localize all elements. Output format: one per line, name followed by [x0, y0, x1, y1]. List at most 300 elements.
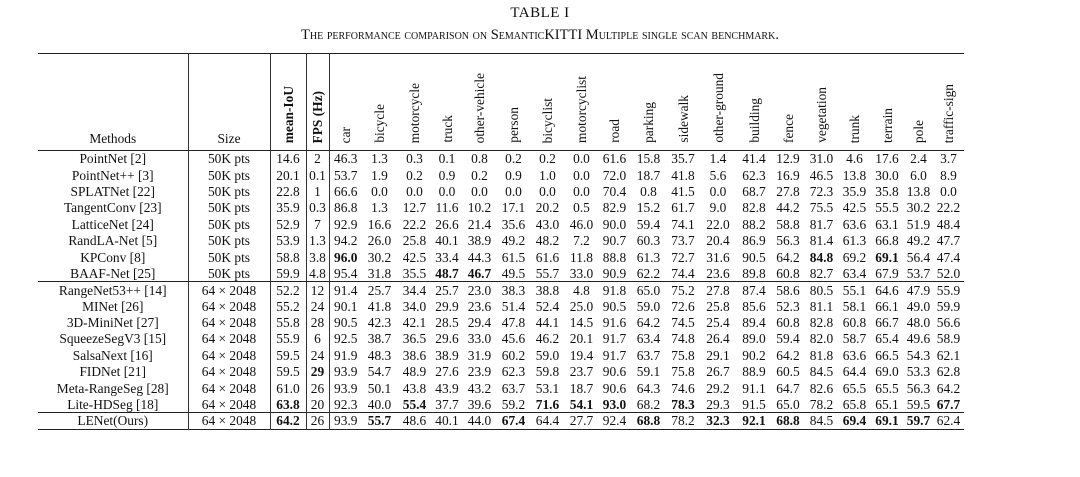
fps-cell: 0.1 [306, 167, 329, 183]
class-iou-cell: 23.6 [467, 298, 492, 314]
method-cell: MINet [26] [82, 298, 144, 314]
table-row [38, 347, 964, 363]
class-iou-cell: 82.8 [742, 200, 766, 216]
class-iou-cell: 38.7 [367, 331, 392, 347]
class-iou-cell: 59.0 [535, 347, 560, 363]
class-iou-cell: 82.8 [809, 315, 834, 331]
miou-cell: 58.8 [270, 249, 306, 265]
class-iou-cell: 87.4 [742, 282, 766, 298]
class-iou-cell: 64.2 [776, 347, 800, 363]
class-iou-cell: 44.1 [535, 315, 560, 331]
class-iou-cell: 64.7 [776, 380, 800, 396]
size-cell: 50K pts [188, 200, 270, 216]
class-iou-cell: 7.2 [573, 233, 590, 249]
class-iou-cell: 11.6 [435, 200, 459, 216]
class-iou-cell: 17.1 [501, 200, 526, 216]
class-iou-cell: 59.8 [535, 364, 560, 380]
class-iou-cell: 16.6 [367, 216, 392, 232]
class-iou-cell: 47.4 [936, 249, 961, 265]
class-iou-cell: 86.9 [742, 233, 766, 249]
class-iou-cell: 90.6 [602, 364, 627, 380]
class-iou-cell: 88.8 [602, 249, 627, 265]
table-row [38, 216, 964, 232]
class-iou-cell: 60.2 [501, 347, 526, 363]
class-iou-cell: 81.8 [809, 347, 834, 363]
class-iou-cell: 48.3 [367, 347, 392, 363]
class-iou-cell: 71.6 [535, 396, 560, 412]
class-iou-cell: 38.6 [402, 347, 427, 363]
class-iou-cell: 74.5 [671, 315, 695, 331]
class-iou-cell: 55.1 [842, 282, 867, 298]
class-iou-cell: 96.0 [329, 249, 362, 265]
fps-cell: 4.8 [306, 265, 329, 281]
class-iou-cell: 35.7 [671, 151, 695, 167]
class-iou-cell: 92.3 [329, 396, 362, 412]
class-iou-cell: 52.3 [776, 298, 800, 314]
class-iou-cell: 0.9 [438, 167, 456, 183]
class-iou-cell: 47.7 [936, 233, 961, 249]
class-iou-cell: 41.8 [367, 298, 392, 314]
class-iou-cell: 10.2 [467, 200, 492, 216]
miou-cell: 53.9 [270, 232, 306, 248]
class-iou-cell: 90.1 [329, 298, 362, 314]
table-row [38, 364, 964, 380]
class-iou-cell: 48.9 [402, 364, 427, 380]
class-iou-cell: 40.0 [367, 396, 392, 412]
class-iou-cell: 22.2 [936, 200, 961, 216]
class-iou-cell: 60.8 [842, 315, 867, 331]
size-cell: 64 × 2048 [188, 331, 270, 347]
class-iou-cell: 64.3 [636, 380, 661, 396]
class-iou-cell: 73.7 [671, 233, 695, 249]
class-iou-cell: 13.8 [842, 167, 867, 183]
class-iou-cell: 1.3 [371, 151, 388, 167]
class-iou-cell: 11.8 [570, 249, 593, 265]
class-iou-cell: 92.9 [329, 216, 362, 232]
class-iou-cell: 58.9 [936, 331, 961, 347]
fps-cell: 26 [306, 380, 329, 396]
class-iou-cell: 88.2 [742, 216, 766, 232]
class-iou-cell: 59.4 [636, 216, 661, 232]
class-iou-cell: 74.4 [671, 265, 695, 281]
class-iou-cell: 55.5 [875, 200, 899, 216]
class-iou-cell: 69.2 [842, 249, 867, 265]
class-iou-cell: 92.1 [742, 413, 766, 429]
class-iou-cell: 95.4 [329, 265, 362, 281]
class-iou-cell: 43.9 [435, 380, 459, 396]
class-iou-cell: 0.5 [573, 200, 590, 216]
method-cell: KPConv [8] [80, 249, 146, 265]
class-iou-cell: 93.9 [329, 380, 362, 396]
class-iou-cell: 85.6 [742, 298, 766, 314]
class-iou-cell: 47.9 [906, 282, 931, 298]
class-iou-cell: 25.0 [569, 298, 594, 314]
class-iou-cell: 0.0 [371, 183, 388, 199]
class-iou-cell: 17.6 [875, 151, 899, 167]
class-iou-cell: 75.8 [671, 364, 695, 380]
class-iou-cell: 15.8 [636, 151, 661, 167]
class-iou-cell: 92.5 [329, 331, 362, 347]
class-iou-cell: 60.8 [776, 315, 800, 331]
class-iou-cell: 56.3 [906, 380, 931, 396]
class-iou-cell: 33.4 [435, 249, 459, 265]
class-iou-cell: 91.5 [742, 396, 766, 412]
class-iou-cell: 61.5 [501, 249, 526, 265]
table-row [38, 151, 964, 167]
class-iou-cell: 80.5 [809, 282, 834, 298]
class-iou-cell: 91.1 [742, 380, 766, 396]
class-header: bicyclist [540, 97, 555, 143]
class-iou-cell: 69.0 [875, 364, 899, 380]
class-iou-cell: 0.9 [505, 167, 522, 183]
size-cell: 50K pts [188, 249, 270, 265]
class-iou-cell: 51.9 [906, 216, 931, 232]
class-iou-cell: 67.4 [501, 413, 526, 429]
method-cell: LENet(Ours) [77, 413, 149, 429]
class-iou-cell: 0.2 [406, 167, 423, 183]
class-iou-cell: 60.8 [776, 265, 800, 281]
class-header: truck [439, 115, 455, 143]
class-iou-cell: 91.7 [602, 331, 627, 347]
class-iou-cell: 89.4 [742, 315, 766, 331]
miou-cell: 20.1 [270, 167, 306, 183]
class-iou-cell: 84.5 [809, 413, 834, 429]
class-iou-cell: 63.6 [842, 216, 867, 232]
class-iou-cell: 55.7 [535, 265, 560, 281]
fps-cell: 24 [306, 347, 329, 363]
class-iou-cell: 30.2 [906, 200, 931, 216]
class-iou-cell: 93.9 [329, 364, 362, 380]
miou-cell: 52.2 [270, 282, 306, 298]
class-iou-cell: 78.3 [671, 396, 695, 412]
fps-cell: 3.8 [306, 249, 329, 265]
method-cell: Meta-RangeSeg [28] [56, 380, 169, 396]
class-iou-cell: 38.8 [535, 282, 560, 298]
class-iou-cell: 54.7 [367, 364, 392, 380]
class-header: trunk [847, 114, 862, 143]
class-iou-cell: 58.1 [842, 298, 867, 314]
class-iou-cell: 65.5 [842, 380, 867, 396]
class-iou-cell: 29.4 [467, 315, 492, 331]
miou-cell: 59.9 [270, 265, 306, 281]
miou-cell: 59.5 [270, 347, 306, 363]
class-iou-cell: 90.2 [742, 347, 766, 363]
class-iou-cell: 0.0 [940, 183, 957, 199]
class-iou-cell: 0.3 [406, 151, 423, 167]
class-header: motorcycle [407, 82, 422, 143]
class-iou-cell: 38.9 [435, 347, 459, 363]
class-iou-cell: 35.5 [402, 265, 427, 281]
class-iou-cell: 82.9 [602, 200, 627, 216]
class-iou-cell: 29.2 [706, 380, 730, 396]
class-iou-cell: 53.7 [329, 167, 362, 183]
class-iou-cell: 62.3 [742, 167, 766, 183]
class-iou-cell: 74.8 [671, 331, 695, 347]
class-iou-cell: 65.1 [875, 396, 899, 412]
class-iou-cell: 22.0 [706, 216, 730, 232]
fps-cell: 20 [306, 396, 329, 412]
class-iou-cell: 63.7 [636, 347, 661, 363]
class-iou-cell: 64.4 [842, 364, 867, 380]
class-iou-cell: 63.7 [501, 380, 526, 396]
class-iou-cell: 44.2 [776, 200, 800, 216]
class-iou-cell: 56.6 [936, 315, 961, 331]
class-iou-cell: 35.6 [501, 216, 526, 232]
table-row [38, 331, 964, 347]
method-cell: Lite-HDSeg [18] [67, 396, 159, 412]
class-iou-cell: 54.1 [569, 396, 594, 412]
method-cell: LatticeNet [24] [71, 216, 154, 232]
class-iou-cell: 89.0 [742, 331, 766, 347]
class-iou-cell: 0.0 [573, 183, 590, 199]
table-row [38, 200, 964, 216]
class-iou-cell: 25.7 [435, 282, 459, 298]
class-iou-cell: 40.1 [435, 413, 459, 429]
class-iou-cell: 93.0 [602, 396, 627, 412]
class-iou-cell: 65.8 [842, 396, 867, 412]
class-iou-cell: 0.0 [406, 183, 423, 199]
class-iou-cell: 68.2 [636, 396, 661, 412]
methods-header: Methods [89, 131, 137, 146]
class-iou-cell: 78.2 [671, 413, 695, 429]
class-header: vegetation [814, 87, 829, 143]
size-cell: 64 × 2048 [188, 380, 270, 396]
fps-cell: 0.3 [306, 200, 329, 216]
class-iou-cell: 1.4 [709, 151, 727, 167]
class-iou-cell: 64.2 [636, 315, 661, 331]
fps-cell: 29 [306, 364, 329, 380]
size-cell: 64 × 2048 [188, 396, 270, 412]
class-iou-cell: 27.8 [706, 282, 730, 298]
class-iou-cell: 23.6 [706, 265, 730, 281]
class-iou-cell: 61.3 [842, 233, 867, 249]
class-iou-cell: 14.5 [569, 315, 594, 331]
class-iou-cell: 58.7 [842, 331, 867, 347]
class-iou-cell: 31.9 [467, 347, 492, 363]
class-iou-cell: 29.1 [706, 347, 730, 363]
class-iou-cell: 36.5 [402, 331, 427, 347]
class-iou-cell: 45.6 [501, 331, 526, 347]
class-iou-cell: 25.8 [402, 233, 427, 249]
class-header: building [746, 98, 762, 143]
class-iou-cell: 66.7 [875, 315, 899, 331]
class-iou-cell: 39.6 [467, 396, 492, 412]
fps-cell: 1.3 [306, 232, 329, 248]
class-header: fence [780, 114, 796, 143]
size-cell: 64 × 2048 [188, 413, 270, 429]
class-iou-cell: 26.0 [367, 233, 392, 249]
class-iou-cell: 56.4 [906, 249, 931, 265]
size-cell: 50K pts [188, 151, 270, 167]
class-iou-cell: 49.2 [906, 233, 931, 249]
class-iou-cell: 90.6 [602, 380, 627, 396]
class-iou-cell: 38.3 [501, 282, 526, 298]
method-cell: RangeNet53++ [14] [58, 282, 167, 298]
header-row [38, 54, 964, 151]
class-iou-cell: 41.4 [742, 151, 766, 167]
class-iou-cell: 9.0 [709, 200, 727, 216]
table-row [38, 298, 964, 314]
class-iou-cell: 43.8 [402, 380, 427, 396]
class-iou-cell: 90.7 [602, 233, 627, 249]
class-iou-cell: 0.0 [471, 183, 488, 199]
class-iou-cell: 67.7 [936, 396, 961, 412]
class-iou-cell: 59.5 [906, 396, 931, 412]
class-iou-cell: 18.7 [636, 167, 661, 183]
class-iou-cell: 62.1 [936, 347, 961, 363]
class-iou-cell: 55.7 [367, 413, 392, 429]
mean-iou-header: mean-IoU [270, 54, 306, 151]
class-iou-cell: 29.3 [706, 396, 730, 412]
class-iou-cell: 55.4 [402, 396, 427, 412]
class-iou-cell: 37.7 [435, 396, 459, 412]
class-iou-cell: 66.6 [329, 183, 362, 199]
method-cell: BAAF-Net [25] [70, 265, 156, 281]
table-row [38, 232, 964, 248]
table-row [38, 282, 964, 298]
class-iou-cell: 82.0 [809, 331, 834, 347]
class-iou-cell: 48.4 [936, 216, 961, 232]
class-iou-cell: 26.4 [706, 331, 730, 347]
class-iou-cell: 42.5 [842, 200, 867, 216]
method-cell: SPLATNet [22] [70, 183, 155, 199]
class-iou-cell: 0.2 [539, 151, 556, 167]
class-iou-cell: 59.7 [906, 413, 931, 429]
class-iou-cell: 56.3 [776, 233, 800, 249]
class-iou-cell: 62.4 [936, 413, 961, 429]
size-cell: 64 × 2048 [188, 314, 270, 330]
miou-cell: 55.9 [270, 331, 306, 347]
class-iou-cell: 65.5 [875, 380, 899, 396]
class-header: motorcyclist [574, 76, 589, 143]
class-iou-cell: 81.7 [809, 216, 834, 232]
class-iou-cell: 0.0 [505, 183, 522, 199]
class-iou-cell: 59.9 [936, 298, 961, 314]
class-iou-cell: 49.6 [906, 331, 931, 347]
class-header: traffic-sign [941, 83, 956, 143]
fps-cell: 26 [306, 413, 329, 429]
class-iou-cell: 0.2 [505, 151, 522, 167]
miou-cell: 55.2 [270, 298, 306, 314]
class-iou-cell: 90.5 [742, 249, 766, 265]
class-header: pole [911, 119, 926, 143]
class-iou-cell: 84.8 [809, 249, 834, 265]
class-iou-cell: 61.6 [602, 151, 627, 167]
class-iou-cell: 74.6 [671, 380, 695, 396]
class-iou-cell: 27.8 [776, 183, 800, 199]
class-iou-cell: 75.8 [671, 347, 695, 363]
class-iou-cell: 91.8 [602, 282, 627, 298]
class-iou-cell: 33.0 [467, 331, 492, 347]
fps-cell: 24 [306, 298, 329, 314]
class-iou-cell: 75.2 [671, 282, 695, 298]
class-iou-cell: 65.4 [875, 331, 899, 347]
class-iou-cell: 92.4 [602, 413, 627, 429]
miou-cell: 61.0 [270, 380, 306, 396]
class-iou-cell: 19.4 [569, 347, 594, 363]
class-iou-cell: 0.8 [640, 183, 657, 199]
class-iou-cell: 64.2 [776, 249, 800, 265]
class-iou-cell: 66.1 [875, 298, 899, 314]
method-cell: SalsaNext [16] [72, 347, 153, 363]
class-iou-cell: 12.7 [402, 200, 427, 216]
class-iou-cell: 23.9 [467, 364, 492, 380]
class-iou-cell: 26.7 [706, 364, 730, 380]
class-iou-cell: 82.7 [809, 265, 834, 281]
class-header: person [506, 107, 521, 143]
size-cell: 64 × 2048 [188, 298, 270, 314]
class-iou-cell: 72.3 [809, 183, 834, 199]
method-cell: TangentConv [23] [63, 200, 162, 216]
class-header: sidewalk [675, 95, 691, 143]
class-iou-cell: 59.1 [636, 364, 661, 380]
class-iou-cell: 0.0 [573, 151, 590, 167]
class-iou-cell: 31.0 [809, 151, 834, 167]
class-iou-cell: 64.2 [936, 380, 961, 396]
class-iou-cell: 48.6 [402, 413, 427, 429]
class-header: terrain [879, 108, 895, 143]
class-iou-cell: 29.6 [435, 331, 459, 347]
class-iou-cell: 66.5 [875, 347, 899, 363]
class-iou-cell: 62.8 [936, 364, 961, 380]
class-iou-cell: 84.5 [809, 364, 834, 380]
fps-cell: 2 [306, 151, 329, 167]
class-iou-cell: 0.0 [573, 167, 590, 183]
class-iou-cell: 90.0 [602, 216, 627, 232]
size-cell: 50K pts [188, 232, 270, 248]
class-iou-cell: 63.4 [636, 331, 661, 347]
class-iou-cell: 54.3 [906, 347, 931, 363]
class-iou-cell: 64.4 [535, 413, 560, 429]
class-iou-cell: 94.2 [329, 232, 362, 248]
class-iou-cell: 69.1 [875, 249, 899, 265]
class-iou-cell: 34.4 [402, 282, 427, 298]
method-cell: FIDNet [21] [79, 364, 147, 380]
class-iou-cell: 89.8 [742, 265, 766, 281]
class-iou-cell: 88.9 [742, 364, 766, 380]
class-iou-cell: 35.9 [842, 183, 867, 199]
fps-header: FPS (Hz) [306, 54, 329, 151]
class-iou-cell: 0.0 [438, 183, 456, 199]
class-iou-cell: 70.4 [602, 183, 627, 199]
class-iou-cell: 91.7 [602, 347, 627, 363]
class-iou-cell: 12.9 [776, 151, 800, 167]
class-iou-cell: 90.5 [602, 298, 627, 314]
class-iou-cell: 72.7 [671, 249, 695, 265]
class-iou-cell: 28.5 [435, 315, 459, 331]
class-iou-cell: 74.1 [671, 216, 695, 232]
class-iou-cell: 6.0 [910, 167, 927, 183]
table-row [38, 265, 964, 281]
method-cell: PointNet [2] [79, 151, 147, 167]
class-iou-cell: 53.3 [906, 364, 931, 380]
table-row [38, 167, 964, 183]
fps-cell: 6 [306, 331, 329, 347]
class-iou-cell: 59.2 [501, 396, 526, 412]
class-iou-cell: 63.4 [842, 265, 867, 281]
class-iou-cell: 81.1 [809, 298, 834, 314]
class-iou-cell: 26.6 [435, 216, 459, 232]
table-row [38, 380, 964, 396]
class-iou-cell: 42.1 [402, 315, 427, 331]
class-iou-cell: 53.7 [906, 265, 931, 281]
size-cell: 50K pts [188, 216, 270, 232]
class-header: other-vehicle [472, 72, 487, 143]
class-iou-cell: 78.2 [809, 396, 834, 412]
miou-cell: 64.2 [270, 413, 306, 429]
class-iou-cell: 82.6 [809, 380, 834, 396]
class-iou-cell: 33.0 [569, 265, 594, 281]
